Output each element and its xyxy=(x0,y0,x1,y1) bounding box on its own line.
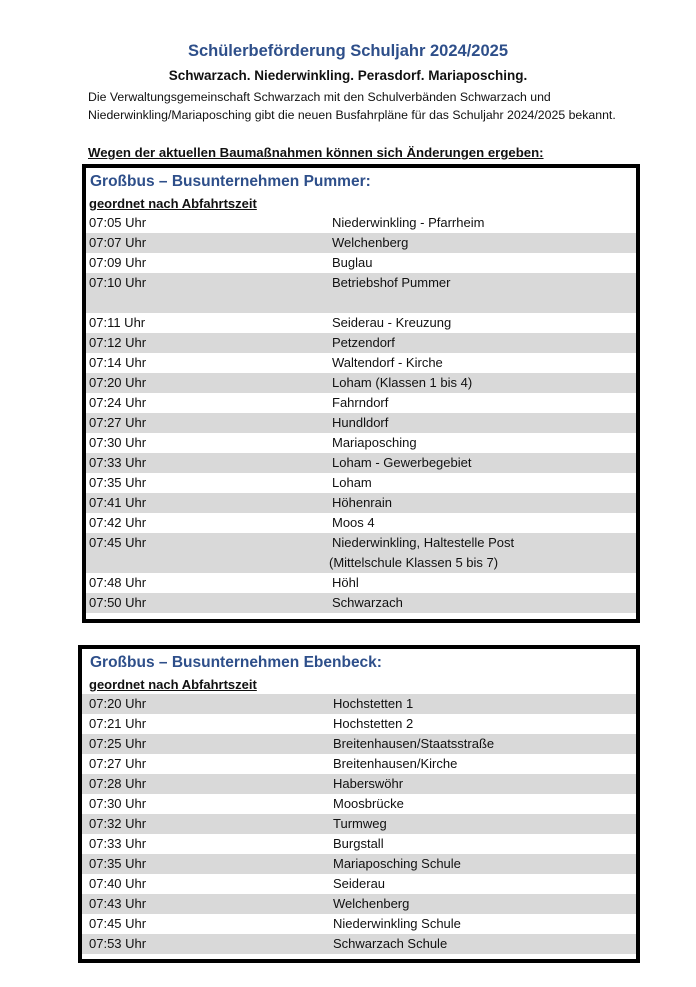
bus-stop: Niederwinkling Schule xyxy=(333,916,461,931)
schedule-box-ebenbeck xyxy=(78,645,640,963)
departure-time: 07:40 Uhr xyxy=(89,876,147,891)
departure-time: 07:20 Uhr xyxy=(89,375,147,390)
bus-stop: Höhl xyxy=(332,575,359,590)
bus-stop: Waltendorf - Kirche xyxy=(332,355,443,370)
schedule-row xyxy=(86,313,636,333)
departure-time: 07:30 Uhr xyxy=(89,435,147,450)
bus-stop: Welchenberg xyxy=(333,896,410,911)
schedule-row xyxy=(82,834,636,854)
departure-time: 07:43 Uhr xyxy=(89,896,147,911)
departure-time: 07:30 Uhr xyxy=(89,796,147,811)
bus-stop: Seiderau - Kreuzung xyxy=(332,315,452,330)
bus-stop: Loham - Gewerbegebiet xyxy=(332,455,472,470)
bus-stop: Turmweg xyxy=(333,816,387,831)
schedule-row xyxy=(86,433,636,453)
schedule-row xyxy=(86,373,636,393)
bus-stop: Breitenhausen/Staatsstraße xyxy=(333,736,495,751)
bus-stop: Moos 4 xyxy=(332,515,375,530)
schedule-row xyxy=(86,593,636,613)
schedule-row xyxy=(86,273,636,313)
bus-stop: Welchenberg xyxy=(332,235,409,250)
departure-time: 07:53 Uhr xyxy=(89,936,147,951)
schedule-row xyxy=(86,333,636,353)
bus-stop: Loham xyxy=(332,475,372,490)
departure-time: 07:28 Uhr xyxy=(89,776,147,791)
schedule-row xyxy=(82,854,636,874)
bus-stop: Petzendorf xyxy=(332,335,395,350)
schedule-row xyxy=(82,794,636,814)
schedule-row xyxy=(82,694,636,714)
schedule-row xyxy=(86,513,636,533)
schedule-row xyxy=(82,874,636,894)
bus-stop: Mariaposching Schule xyxy=(333,856,461,871)
construction-notice: Wegen der aktuellen Baumaßnahmen können sich Änderungen ergeben: xyxy=(88,145,544,160)
departure-time: 07:09 Uhr xyxy=(89,255,147,270)
departure-time: 07:10 Uhr xyxy=(89,275,147,290)
bus-stop: Niederwinkling - Pfarrheim xyxy=(332,215,485,230)
bus-stop: Hundldorf xyxy=(332,415,389,430)
schedule-heading: Großbus – Busunternehmen Ebenbeck: xyxy=(90,654,382,671)
schedule-heading: Großbus – Busunternehmen Pummer: xyxy=(90,173,371,190)
departure-time: 07:21 Uhr xyxy=(89,716,147,731)
schedule-row xyxy=(82,894,636,914)
schedule-row xyxy=(86,533,636,573)
schedule-row xyxy=(82,734,636,754)
bus-stop: Hochstetten 1 xyxy=(333,696,414,711)
departure-time: 07:41 Uhr xyxy=(89,495,147,510)
bus-stop: Moosbrücke xyxy=(333,796,404,811)
schedule-row xyxy=(82,754,636,774)
bus-stop: Niederwinkling, Haltestelle Post xyxy=(332,535,515,550)
intro-paragraph: Die Verwaltungsgemeinschaft Schwarzach mit den Schulverbänden Schwarzach und Niederwinkling/Mariaposching gibt die neuen Busfahrpläne für das Schuljahr 2024/2025 bekannt. xyxy=(88,90,616,122)
bus-stop: Seiderau xyxy=(333,876,386,891)
schedule-row xyxy=(86,393,636,413)
bus-stop-note: (Mittelschule Klassen 5 bis 7) xyxy=(329,555,499,570)
schedule-row xyxy=(86,453,636,473)
departure-time: 07:48 Uhr xyxy=(89,575,147,590)
schedule-row xyxy=(86,573,636,593)
page-subtitle: Schwarzach. Niederwinkling. Perasdorf. Mariaposching. xyxy=(168,68,528,83)
bus-stop: Betriebshof Pummer xyxy=(332,275,451,290)
bus-stop: Fahrndorf xyxy=(332,395,389,410)
departure-time: 07:14 Uhr xyxy=(89,355,147,370)
bus-stop: Schwarzach Schule xyxy=(333,936,448,951)
bus-stop: Breitenhausen/Kirche xyxy=(333,756,458,771)
bus-stop: Schwarzach xyxy=(332,595,403,610)
departure-time: 07:07 Uhr xyxy=(89,235,147,250)
departure-time: 07:05 Uhr xyxy=(89,215,147,230)
schedule-box-pummer xyxy=(82,164,640,623)
schedule-row xyxy=(86,473,636,493)
bus-stop: Hochstetten 2 xyxy=(333,716,414,731)
departure-time: 07:24 Uhr xyxy=(89,395,147,410)
departure-time: 07:27 Uhr xyxy=(89,756,147,771)
bus-stop: Höhenrain xyxy=(332,495,392,510)
bus-stop: Burgstall xyxy=(333,836,384,851)
departure-time: 07:42 Uhr xyxy=(89,515,147,530)
departure-time: 07:12 Uhr xyxy=(89,335,147,350)
sort-label: geordnet nach Abfahrtszeit xyxy=(89,196,257,211)
bus-stop: Haberswöhr xyxy=(333,776,404,791)
departure-time: 07:35 Uhr xyxy=(89,475,147,490)
schedule-row xyxy=(82,814,636,834)
bus-stop: Mariaposching xyxy=(332,435,417,450)
departure-time: 07:20 Uhr xyxy=(89,696,147,711)
departure-time: 07:45 Uhr xyxy=(89,916,147,931)
schedule-row xyxy=(82,934,636,954)
schedule-rows xyxy=(82,694,636,954)
departure-time: 07:45 Uhr xyxy=(89,535,147,550)
schedule-row xyxy=(86,253,636,273)
bus-stop: Buglau xyxy=(332,255,373,270)
sort-label: geordnet nach Abfahrtszeit xyxy=(89,677,257,692)
page-title: Schülerbeförderung Schuljahr 2024/2025 xyxy=(187,42,509,60)
schedule-row xyxy=(86,353,636,373)
departure-time: 07:33 Uhr xyxy=(89,836,147,851)
schedule-row xyxy=(82,714,636,734)
bus-stop: Loham (Klassen 1 bis 4) xyxy=(332,375,473,390)
schedule-row xyxy=(86,493,636,513)
departure-time: 07:11 Uhr xyxy=(89,315,146,330)
schedule-row xyxy=(86,233,636,253)
schedule-row xyxy=(82,774,636,794)
schedule-row xyxy=(82,914,636,934)
departure-time: 07:50 Uhr xyxy=(89,595,147,610)
schedule-row xyxy=(86,213,636,233)
departure-time: 07:35 Uhr xyxy=(89,856,147,871)
departure-time: 07:27 Uhr xyxy=(89,415,147,430)
schedule-row xyxy=(86,413,636,433)
departure-time: 07:33 Uhr xyxy=(89,455,147,470)
schedule-rows xyxy=(86,213,636,613)
departure-time: 07:32 Uhr xyxy=(89,816,147,831)
departure-time: 07:25 Uhr xyxy=(89,736,147,751)
